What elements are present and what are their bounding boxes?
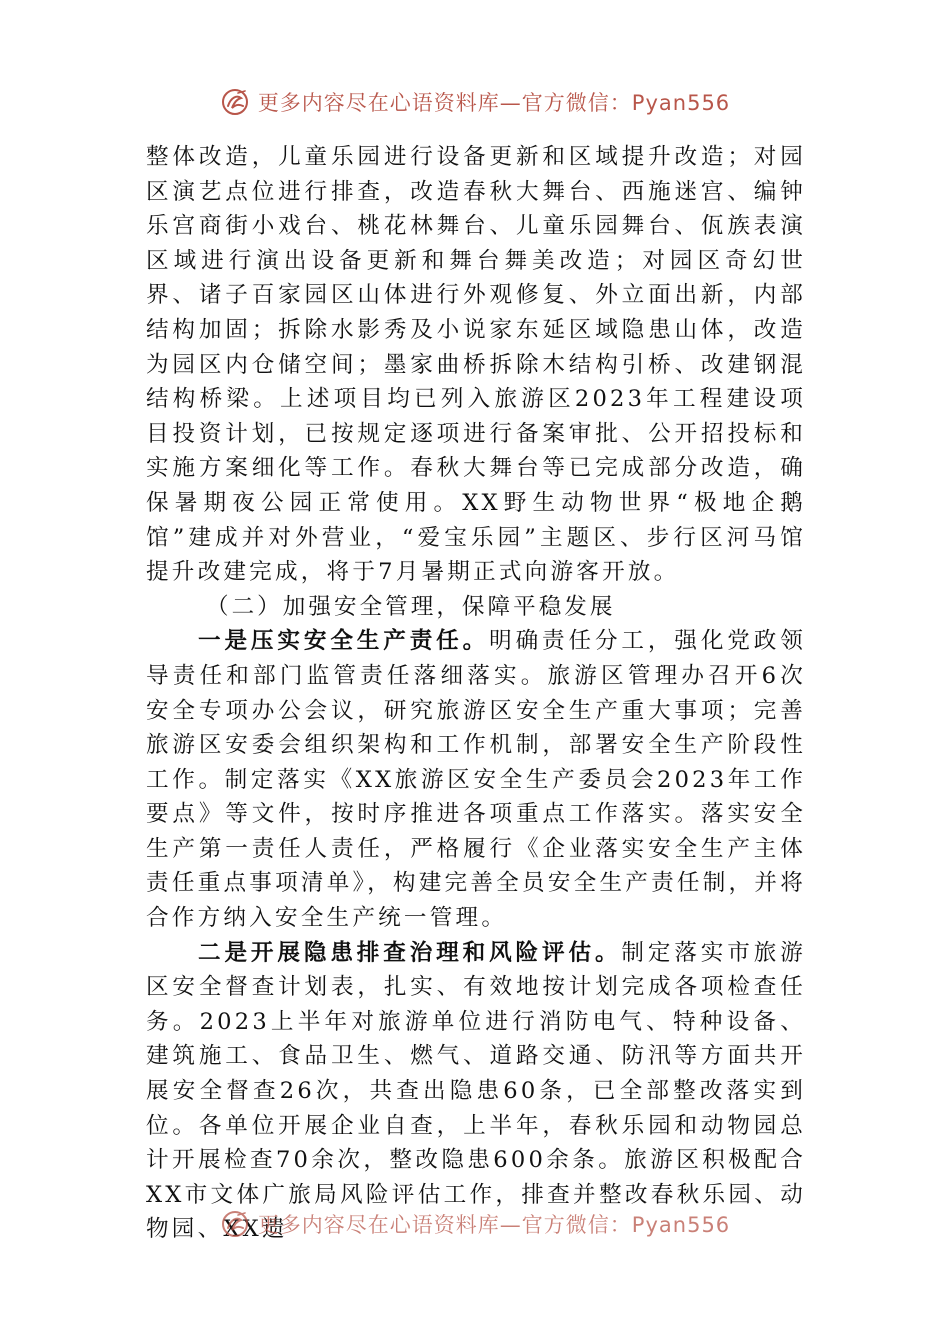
paragraph-safety-responsibility xyxy=(146,624,806,935)
watermark-text: 更多内容尽在心语资料库—官方微信：Pyan556 xyxy=(257,91,731,115)
paragraph-project-renovation: 整体改造，儿童乐园进行设备更新和区域提升改造；对园区演艺点位进行排查，改造春秋大舞台、西施迷宫、编钟乐宫商街小戏台、桃花林舞台、儿童乐园舞台、佤族表演区域进行演出设备更新和舞台舞美改造；对园区奇幻世界、诸子百家园区山体进行外观修复、外立面出新，内部结构加固；拆除水影秀及小说家东延区域隐患山体，改造为园区内仓储空间；墨家曲桥拆除木结构引桥、改建钢混结构桥梁。上述项目均已列入旅游区2023年工程建设项目投资计划，已按规定逐项进行备案审批、公开招投标和实施方案细化等工作。春秋大舞台等已完成部分改造，确保暑期夜公园正常使用。XX野生动物世界“极地企鹅馆”建成并对外营业，“爱宝乐园”主题区、步行区河马馆提升改建完成，将于7月暑期正式向游客开放。 xyxy=(146,144,806,586)
paragraph-hazard-inspection xyxy=(146,936,806,1247)
paragraph-lead-text: 一是压实安全生产责任。 xyxy=(198,628,490,655)
paragraph-body-text: 明确责任分工，强化党政领导责任和部门监管责任落细落实。旅游区管理办召开6次安全专项办公会议，研究旅游区安全生产重大事项；完善旅游区安委会组织架构和工作机制，部署安全生产阶段性工作。制定落实《XX旅游区安全生产委员会2023年工作要点》等文件，按时序推进各项重点工作落实。落实安全生产第一责任人责任，严格履行《企业落实安全生产主体责任重点事项清单》，构建完善全员安全生产责任制，并将合作方纳入安全生产统一管理。 xyxy=(146,628,807,932)
section-heading: （二）加强安全管理，保障平稳发展 xyxy=(206,593,616,620)
watermark-text: 更多内容尽在心语资料库—官方微信：Pyan556 xyxy=(257,1213,731,1237)
footer-watermark xyxy=(0,1204,950,1244)
header-watermark xyxy=(0,82,950,122)
paragraph-lead-text: 二是开展隐患排查治理和风险评估。 xyxy=(198,939,622,966)
paragraph-body-text: 制定落实市旅游区安全督查计划表，扎实、有效地按计划完成各项检查任务。2023上半年对旅游单位进行消防电气、特种设备、建筑施工、食品卫生、燃气、道路交通、防汛等方面共开展安全督查26次，共查出隐患60条，已全部整改落实到位。各单位开展企业自查，上半年，春秋乐园和动物园总计开展检查70余次，整改隐患600余条。旅游区积极配合XX市文体广旅局风险评估工作，排查并整改春秋乐园、动物园、XX遗 xyxy=(146,939,806,1243)
document-body xyxy=(146,140,806,1247)
signature-logo-icon xyxy=(220,1209,250,1239)
signature-logo-icon xyxy=(220,87,250,117)
